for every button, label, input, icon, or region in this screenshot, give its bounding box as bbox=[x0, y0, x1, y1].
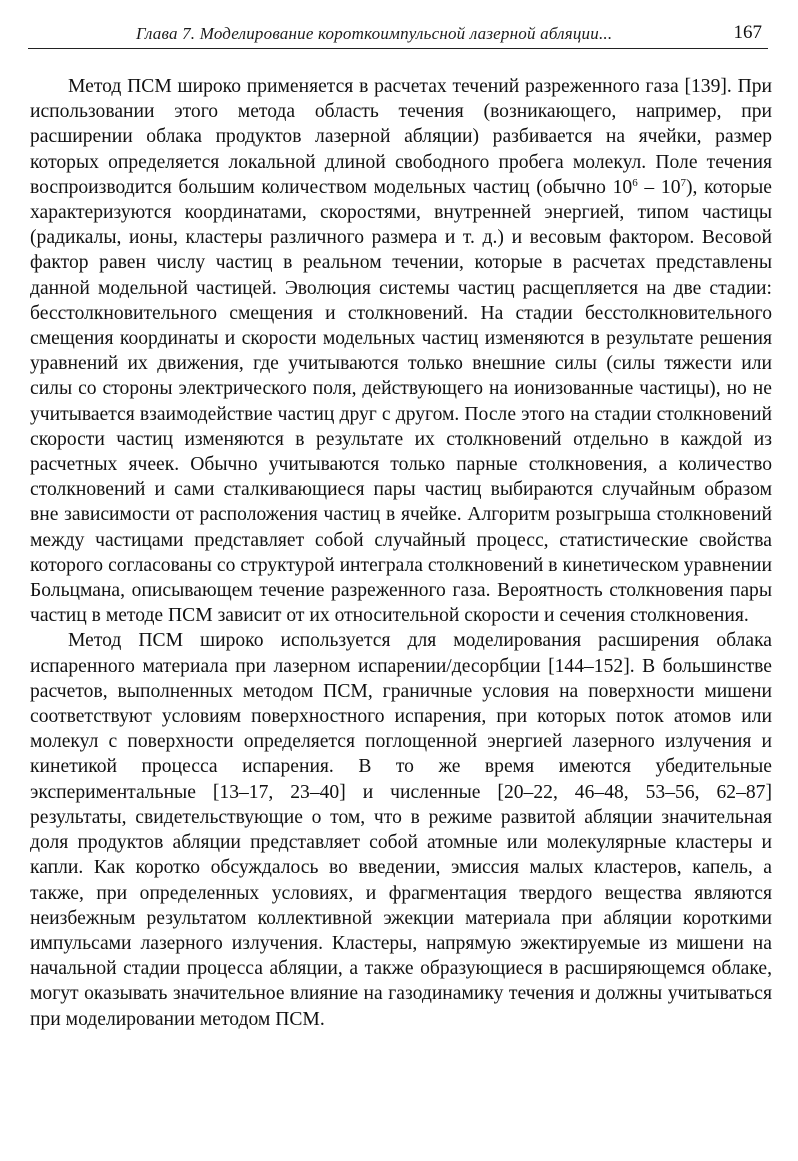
exponent-6: 6 bbox=[632, 176, 638, 189]
paragraph-1-text-c: ), которые характеризуются координатами, скоростями, внутренней энергией, типом частицы (радикалы, ионы, кластеры различного размера и т. д.) и весовым фактором. Весовой фактор равен числу частиц в реальном течении, которые в расчетах представлены данной модельной частицей. Эволюция системы частиц расщепляется на две стадии: бесстолкновительного смещения и столкновений. На стадии бесстолкновительного смещения координаты и скорости модельных частиц изменяются в результате решения уравнений их движения, где учитываются только внешние силы (силы тяжести или силы со стороны электрического поля, действующего на ионизованные частицы), но не учитывается взаимодействие частиц друг с другом. После этого на стадии столкновений скорости частиц изменяются в результате их столкновений отдельно в каждой из расчетных ячеек. Обычно учитываются только парные столкновения, а количество столкновений и сами сталкивающиеся пары частиц выбираются случайным образом вне зависимости от расположения частиц в ячейке. Алгоритм розыгрыша столкновений между частицами представляет собой случайный процесс, статистические свойства которого согласованы со структурой интеграла столкновений в кинетическом уравнении Больцмана, описывающем течение разреженного газа. Вероятность столкновения пары частиц в методе ПСМ зависит от их относительной скорости и сечения столкновения. bbox=[30, 176, 772, 627]
main-text bbox=[30, 74, 772, 1032]
chapter-running-title: Глава 7. Моделирование короткоимпульсной лазерной абляции... bbox=[136, 24, 613, 43]
paragraph-1-text-a: Метод ПСМ широко применяется в расчетах течений разреженного газа [139]. При использовании этого метода область течения (возникающего, например, при расширении облака продуктов лазерной абляции) разбивается на ячейки, размер которых определяется локальной длиной свободного пробега молекул. Поле течения воспроизводится большим количеством модельных частиц (обычно 10 bbox=[30, 76, 772, 198]
running-header bbox=[28, 22, 768, 49]
exponent-7: 7 bbox=[680, 176, 687, 189]
paragraph-2: Метод ПСМ широко используется для моделирования расширения облака испаренного материала при лазерном испарении/десорбции [144–152]. В большинстве расчетов, выполненных методом ПСМ, граничные условия на поверхности мишени соответствуют условиям поверхностного испарения, при которых поток атомов или молекул с поверхности определяется поглощенной энергией лазерного излучения и кинетикой процесса испарения. В то же время имеются убедительные экспериментальные [13–17, 23–40] и численные [20–22, 46–48, 53–56, 62–87] результаты, свидетельствующие о том, что в режиме развитой абляции значительная доля продуктов абляции представляет собой атомные или молекулярные кластеры и капли. Как коротко обсуждалось во введении, эмиссия малых кластеров, капель, а также, при определенных условиях, и фрагментация твердого вещества являются неизбежным результатом коллективной эжекции материала при абляции короткими импульсами лазерного излучения. Кластеры, напрямую эжектируемые из мишени на начальной стадии процесса абляции, а также образующиеся в расширяющемся облаке, могут оказывать значительное влияние на газодинамику течения и должны учитываться при моделировании методом ПСМ. bbox=[30, 630, 772, 1030]
page-number: 167 bbox=[733, 22, 762, 43]
paragraph-1 bbox=[30, 74, 772, 628]
paragraph-1-text-b: – 10 bbox=[637, 176, 681, 198]
